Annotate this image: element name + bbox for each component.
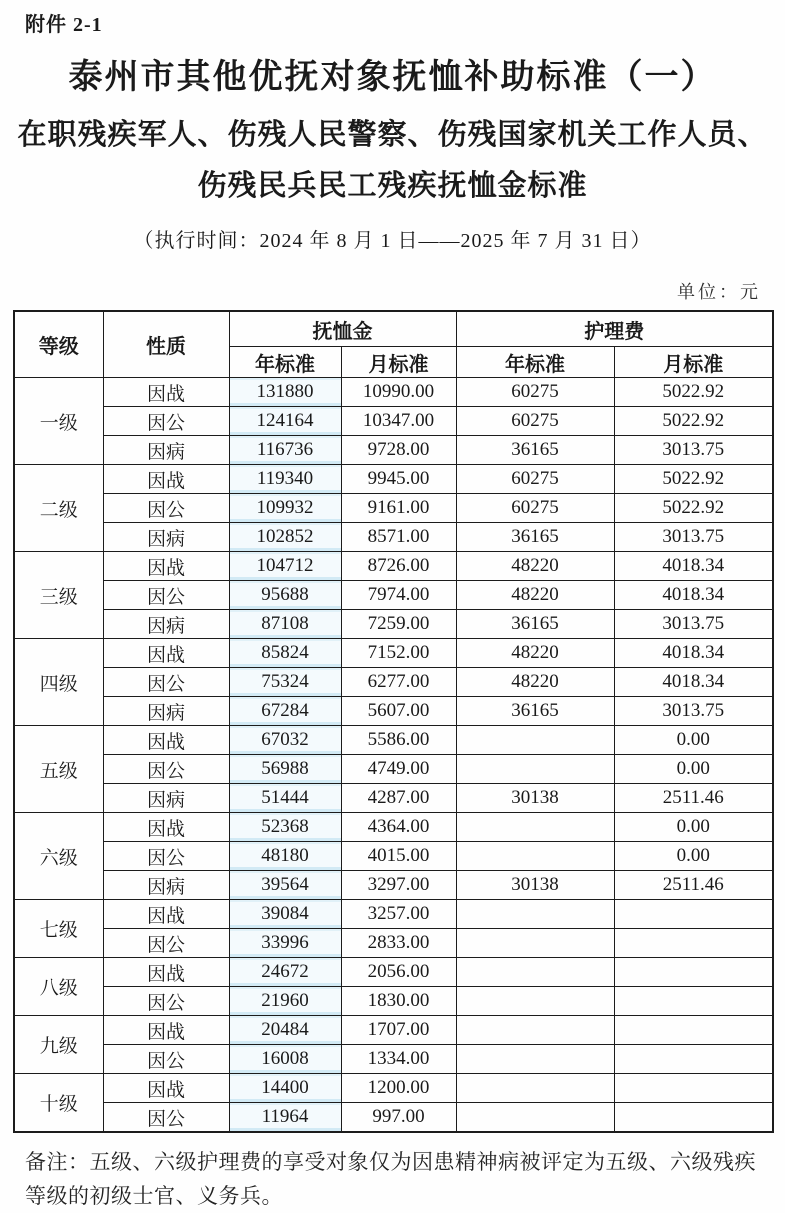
- nature-cell: 因战: [103, 726, 229, 755]
- header-nursing-annual: 年标准: [456, 347, 614, 378]
- pension-annual-cell: 20484: [229, 1016, 341, 1045]
- nature-cell: 因公: [103, 842, 229, 871]
- nursing-monthly-cell: 4018.34: [614, 552, 773, 581]
- pension-annual-cell: 75324: [229, 668, 341, 697]
- pension-monthly-cell: 4015.00: [341, 842, 456, 871]
- nursing-annual-cell: 36165: [456, 697, 614, 726]
- unit-label: 单位：元: [677, 282, 761, 302]
- table-row: [14, 987, 773, 1016]
- pension-monthly-cell: 5607.00: [341, 697, 456, 726]
- nursing-monthly-cell: 3013.75: [614, 697, 773, 726]
- pension-annual-cell: 102852: [229, 523, 341, 552]
- table-row: [14, 1103, 773, 1133]
- nursing-monthly-cell: [614, 987, 773, 1016]
- pension-monthly-cell: 2833.00: [341, 929, 456, 958]
- nursing-annual-cell: [456, 1103, 614, 1133]
- pension-monthly-cell: 4364.00: [341, 813, 456, 842]
- pension-annual-cell: 124164: [229, 407, 341, 436]
- nursing-annual-cell: 48220: [456, 552, 614, 581]
- nursing-annual-cell: 36165: [456, 610, 614, 639]
- nature-cell: 因公: [103, 755, 229, 784]
- nursing-annual-cell: [456, 1016, 614, 1045]
- pension-monthly-cell: 1334.00: [341, 1045, 456, 1074]
- nature-cell: 因公: [103, 929, 229, 958]
- nursing-monthly-cell: [614, 1045, 773, 1074]
- pension-annual-cell: 11964: [229, 1103, 341, 1133]
- pension-annual-cell: 24672: [229, 958, 341, 987]
- table-row: [14, 639, 773, 668]
- nursing-monthly-cell: [614, 900, 773, 929]
- table-row: [14, 929, 773, 958]
- grade-cell: 二级: [14, 465, 103, 552]
- pension-monthly-cell: 3297.00: [341, 871, 456, 900]
- nursing-annual-cell: [456, 1045, 614, 1074]
- pension-annual-cell: 21960: [229, 987, 341, 1016]
- nursing-annual-cell: [456, 813, 614, 842]
- nursing-monthly-cell: 0.00: [614, 726, 773, 755]
- table-row: [14, 813, 773, 842]
- pension-annual-cell: 109932: [229, 494, 341, 523]
- pension-annual-cell: 16008: [229, 1045, 341, 1074]
- nursing-monthly-cell: [614, 1103, 773, 1133]
- grade-cell: 十级: [14, 1074, 103, 1133]
- nursing-annual-cell: 60275: [456, 378, 614, 407]
- nursing-monthly-cell: 5022.92: [614, 407, 773, 436]
- nature-cell: 因病: [103, 784, 229, 813]
- pension-annual-cell: 51444: [229, 784, 341, 813]
- header-nature: 性质: [103, 311, 229, 378]
- nature-cell: 因战: [103, 813, 229, 842]
- pension-annual-cell: 67284: [229, 697, 341, 726]
- nursing-annual-cell: [456, 987, 614, 1016]
- footnote-line-1: 备注：五级、六级护理费的享受对象仅为因患精神病被评定为五级、六级残疾: [25, 1150, 756, 1174]
- table-row: [14, 842, 773, 871]
- execution-period: （执行时间：2024 年 8 月 1 日——2025 年 7 月 31 日）: [133, 230, 652, 252]
- header-pension-group: 抚恤金: [229, 311, 456, 347]
- nature-cell: 因战: [103, 552, 229, 581]
- nature-cell: 因战: [103, 639, 229, 668]
- nursing-annual-cell: 60275: [456, 407, 614, 436]
- header-nursing-group: 护理费: [456, 311, 773, 347]
- pension-monthly-cell: 9945.00: [341, 465, 456, 494]
- header-nursing-monthly: 月标准: [614, 347, 773, 378]
- pension-monthly-cell: 2056.00: [341, 958, 456, 987]
- table-row: [14, 378, 773, 407]
- nature-cell: 因战: [103, 1016, 229, 1045]
- nursing-monthly-cell: 5022.92: [614, 378, 773, 407]
- pension-monthly-cell: 1707.00: [341, 1016, 456, 1045]
- nursing-annual-cell: 36165: [456, 523, 614, 552]
- pension-monthly-cell: 6277.00: [341, 668, 456, 697]
- nature-cell: 因战: [103, 1074, 229, 1103]
- table-row: [14, 494, 773, 523]
- nature-cell: 因战: [103, 465, 229, 494]
- nursing-monthly-cell: [614, 929, 773, 958]
- pension-annual-cell: 39084: [229, 900, 341, 929]
- nature-cell: 因公: [103, 1045, 229, 1074]
- nursing-annual-cell: [456, 958, 614, 987]
- nursing-monthly-cell: 5022.92: [614, 494, 773, 523]
- nature-cell: 因战: [103, 378, 229, 407]
- grade-cell: 七级: [14, 900, 103, 958]
- pension-annual-cell: 33996: [229, 929, 341, 958]
- pension-monthly-cell: 1200.00: [341, 1074, 456, 1103]
- nursing-annual-cell: 60275: [456, 494, 614, 523]
- nursing-monthly-cell: 4018.34: [614, 639, 773, 668]
- grade-cell: 六级: [14, 813, 103, 900]
- subtitle-line-2: 伤残民兵民工残疾抚恤金标准: [197, 170, 588, 202]
- nursing-annual-cell: [456, 755, 614, 784]
- nursing-annual-cell: [456, 842, 614, 871]
- attachment-label: 附件 2-1: [25, 14, 103, 36]
- pension-annual-cell: 87108: [229, 610, 341, 639]
- pension-monthly-cell: 7974.00: [341, 581, 456, 610]
- table-row: [14, 1016, 773, 1045]
- pension-annual-cell: 14400: [229, 1074, 341, 1103]
- nursing-monthly-cell: 2511.46: [614, 784, 773, 813]
- nursing-monthly-cell: 4018.34: [614, 668, 773, 697]
- footnote: [25, 1146, 760, 1213]
- table-row: [14, 784, 773, 813]
- table-header: [14, 311, 773, 378]
- pension-monthly-cell: 3257.00: [341, 900, 456, 929]
- nature-cell: 因病: [103, 697, 229, 726]
- pension-monthly-cell: 997.00: [341, 1103, 456, 1133]
- grade-cell: 三级: [14, 552, 103, 639]
- pension-annual-cell: 48180: [229, 842, 341, 871]
- pension-annual-cell: 67032: [229, 726, 341, 755]
- grade-cell: 五级: [14, 726, 103, 813]
- nursing-annual-cell: 60275: [456, 465, 614, 494]
- table-row: [14, 871, 773, 900]
- nursing-monthly-cell: 0.00: [614, 842, 773, 871]
- nursing-annual-cell: [456, 929, 614, 958]
- table-row: [14, 697, 773, 726]
- nursing-monthly-cell: 2511.46: [614, 871, 773, 900]
- nature-cell: 因公: [103, 668, 229, 697]
- nursing-annual-cell: 48220: [456, 668, 614, 697]
- nursing-annual-cell: 48220: [456, 581, 614, 610]
- header-pension-monthly: 月标准: [341, 347, 456, 378]
- pension-annual-cell: 39564: [229, 871, 341, 900]
- table-row: [14, 755, 773, 784]
- table-row: [14, 552, 773, 581]
- pension-annual-cell: 85824: [229, 639, 341, 668]
- pension-monthly-cell: 8571.00: [341, 523, 456, 552]
- nature-cell: 因病: [103, 436, 229, 465]
- subsidy-table: [13, 310, 774, 1133]
- table-row: [14, 581, 773, 610]
- pension-monthly-cell: 1830.00: [341, 987, 456, 1016]
- pension-monthly-cell: 4287.00: [341, 784, 456, 813]
- nursing-monthly-cell: [614, 1016, 773, 1045]
- pension-monthly-cell: 5586.00: [341, 726, 456, 755]
- nursing-annual-cell: 48220: [456, 639, 614, 668]
- table-row: [14, 1074, 773, 1103]
- pension-monthly-cell: 8726.00: [341, 552, 456, 581]
- pension-annual-cell: 119340: [229, 465, 341, 494]
- pension-monthly-cell: 7259.00: [341, 610, 456, 639]
- nursing-monthly-cell: [614, 958, 773, 987]
- grade-cell: 八级: [14, 958, 103, 1016]
- grade-cell: 一级: [14, 378, 103, 465]
- nature-cell: 因战: [103, 900, 229, 929]
- nursing-annual-cell: 36165: [456, 436, 614, 465]
- table-row: [14, 900, 773, 929]
- table-row: [14, 465, 773, 494]
- pension-annual-cell: 95688: [229, 581, 341, 610]
- nature-cell: 因病: [103, 523, 229, 552]
- nature-cell: 因公: [103, 494, 229, 523]
- page-title: 泰州市其他优抚对象抚恤补助标准（一）: [68, 59, 717, 96]
- subtitle-line-1: 在职残疾军人、伤残人民警察、伤残国家机关工作人员、: [17, 119, 768, 151]
- nursing-monthly-cell: 3013.75: [614, 436, 773, 465]
- table-row: [14, 436, 773, 465]
- pension-monthly-cell: 4749.00: [341, 755, 456, 784]
- nature-cell: 因公: [103, 987, 229, 1016]
- nursing-annual-cell: [456, 726, 614, 755]
- nature-cell: 因公: [103, 407, 229, 436]
- table-row: [14, 958, 773, 987]
- nursing-monthly-cell: [614, 1074, 773, 1103]
- pension-monthly-cell: 9728.00: [341, 436, 456, 465]
- nursing-monthly-cell: 3013.75: [614, 610, 773, 639]
- header-grade: 等级: [14, 311, 103, 378]
- nature-cell: 因公: [103, 581, 229, 610]
- pension-monthly-cell: 7152.00: [341, 639, 456, 668]
- nursing-monthly-cell: 0.00: [614, 755, 773, 784]
- table-body: [14, 378, 773, 1133]
- nursing-annual-cell: [456, 900, 614, 929]
- nature-cell: 因战: [103, 958, 229, 987]
- nursing-monthly-cell: 0.00: [614, 813, 773, 842]
- footnote-line-2: 等级的初级士官、义务兵。: [25, 1183, 283, 1208]
- header-group-row: [14, 311, 773, 347]
- table-row: [14, 523, 773, 552]
- table-row: [14, 407, 773, 436]
- table-row: [14, 726, 773, 755]
- pension-annual-cell: 116736: [229, 436, 341, 465]
- pension-monthly-cell: 9161.00: [341, 494, 456, 523]
- header-pension-annual: 年标准: [229, 347, 341, 378]
- grade-cell: 九级: [14, 1016, 103, 1074]
- nursing-monthly-cell: 4018.34: [614, 581, 773, 610]
- nursing-annual-cell: [456, 1074, 614, 1103]
- table-row: [14, 1045, 773, 1074]
- pension-annual-cell: 56988: [229, 755, 341, 784]
- table-row: [14, 668, 773, 697]
- grade-cell: 四级: [14, 639, 103, 726]
- pension-annual-cell: 131880: [229, 378, 341, 407]
- nursing-annual-cell: 30138: [456, 784, 614, 813]
- nature-cell: 因公: [103, 1103, 229, 1133]
- pension-monthly-cell: 10990.00: [341, 378, 456, 407]
- pension-monthly-cell: 10347.00: [341, 407, 456, 436]
- nursing-annual-cell: 30138: [456, 871, 614, 900]
- pension-annual-cell: 52368: [229, 813, 341, 842]
- nature-cell: 因病: [103, 871, 229, 900]
- pension-annual-cell: 104712: [229, 552, 341, 581]
- nursing-monthly-cell: 5022.92: [614, 465, 773, 494]
- nature-cell: 因病: [103, 610, 229, 639]
- nursing-monthly-cell: 3013.75: [614, 523, 773, 552]
- table-row: [14, 610, 773, 639]
